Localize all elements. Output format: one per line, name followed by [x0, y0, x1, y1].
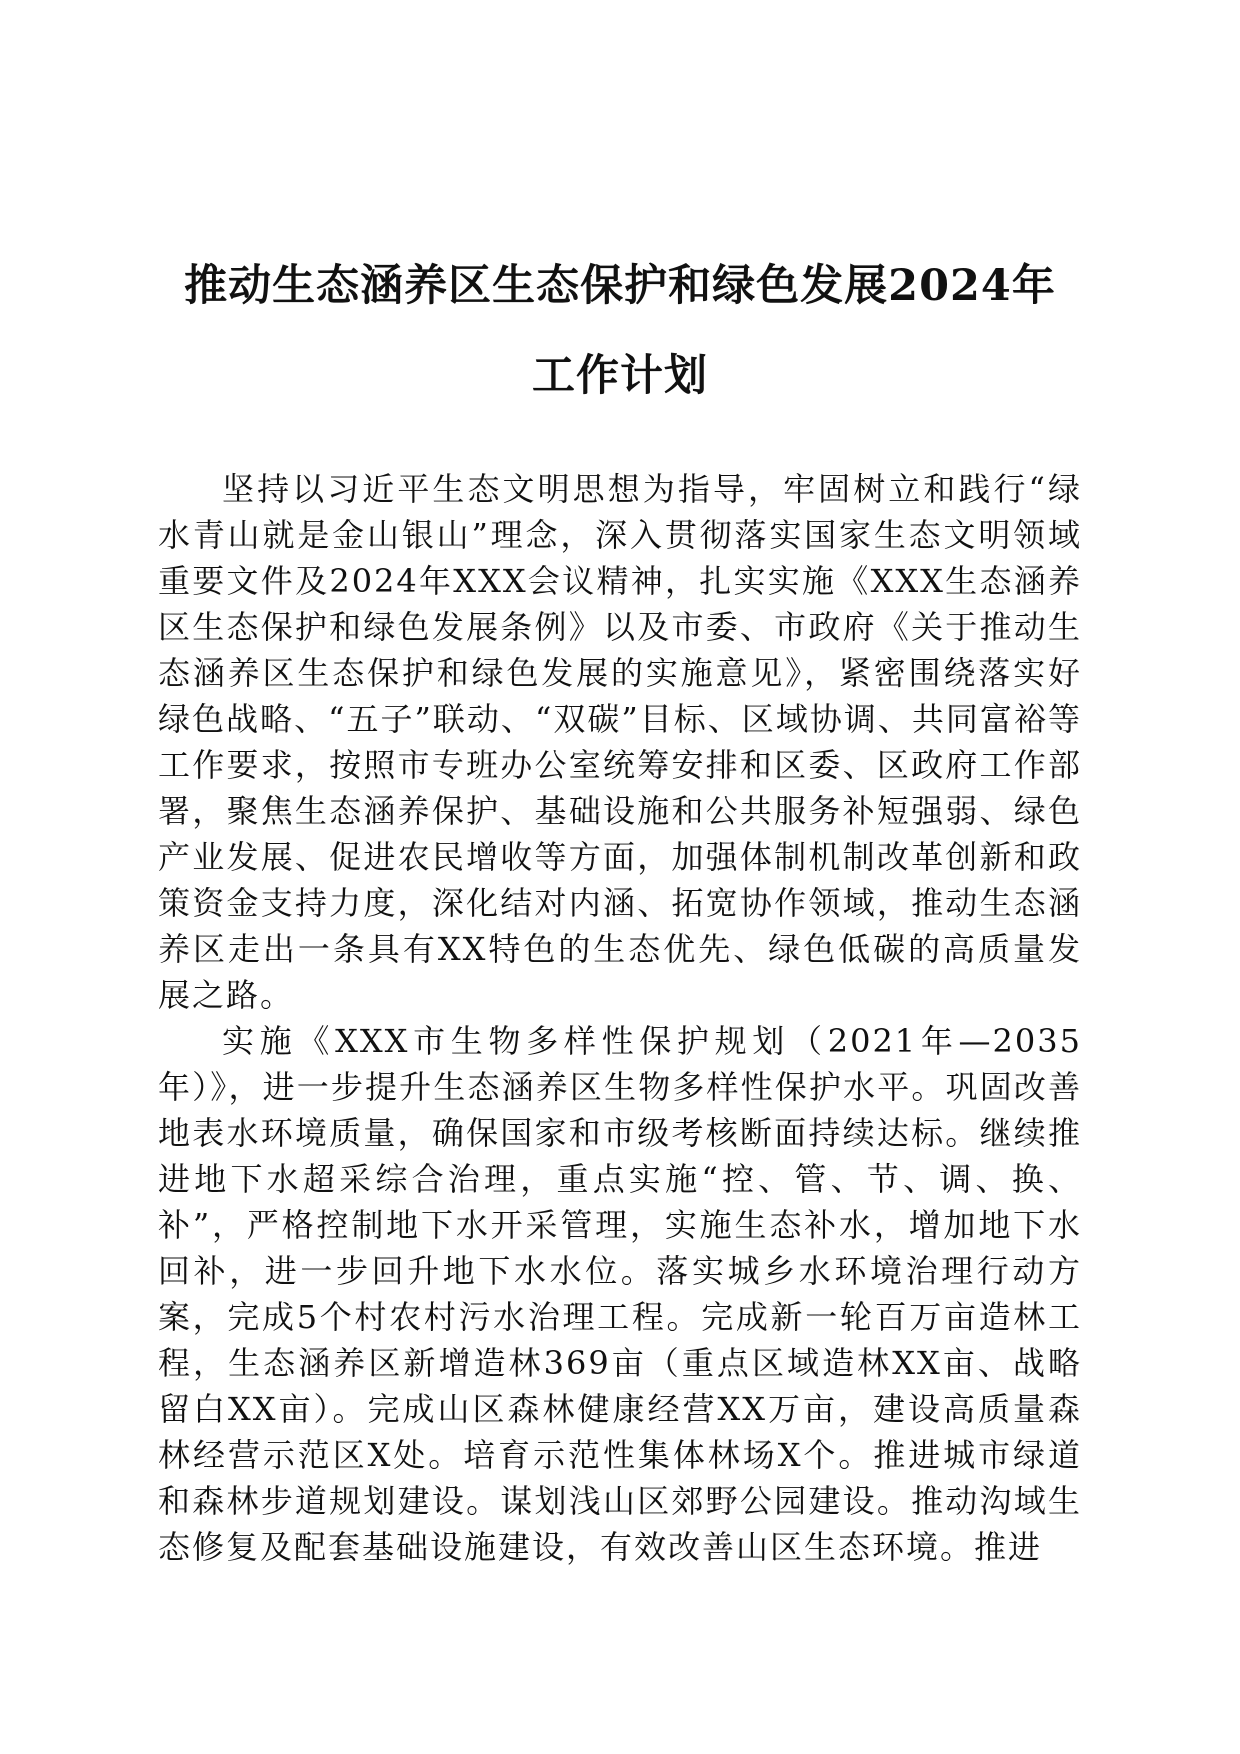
paragraph-2: 实施《XXX市生物多样性保护规划（2021年—2035年）》，进一步提升生态涵养区生物多样性保护水平。巩固改善地表水环境质量，确保国家和市级考核断面持续达标。继续推进地下水超采综合治理，重点实施“控、管、节、调、换、补”，严格控制地下水开采管理，实施生态补水，增加地下水回补，进一步回升地下水水位。落实城乡水环境治理行动方案，完成5个村农村污水治理工程。完成新一轮百万亩造林工程，生态涵养区新增造林369亩（重点区域造林XX亩、战略留白XX亩）。完成山区森林健康经营XX万亩，建设高质量森林经营示范区X处。培育示范性集体林场X个。推进城市绿道和森林步道规划建设。谋划浅山区郊野公园建设。推动沟域生态修复及配套基础设施建设，有效改善山区生态环境。推进	[158, 1022, 1082, 1566]
document-title-line-1: 推动生态涵养区生态保护和绿色发展2024年	[184, 261, 1056, 311]
document-body	[158, 466, 1082, 1570]
document-title-line-2: 工作计划	[532, 351, 708, 401]
paragraph-1: 坚持以习近平生态文明思想为指导，牢固树立和践行“绿水青山就是金山银山”理念，深入贯彻落实国家生态文明领域重要文件及2024年XXX会议精神，扎实实施《XXX生态涵养区生态保护和绿色发展条例》以及市委、市政府《关于推动生态涵养区生态保护和绿色发展的实施意见》，紧密围绕落实好绿色战略、“五子”联动、“双碳”目标、区域协调、共同富裕等工作要求，按照市专班办公室统筹安排和区委、区政府工作部署，聚焦生态涵养保护、基础设施和公共服务补短强弱、绿色产业发展、促进农民增收等方面，加强体制机制改革创新和政策资金支持力度，深化结对内涵、拓宽协作领域，推动生态涵养区走出一条具有XX特色的生态优先、绿色低碳的高质量发展之路。	[158, 470, 1082, 1014]
